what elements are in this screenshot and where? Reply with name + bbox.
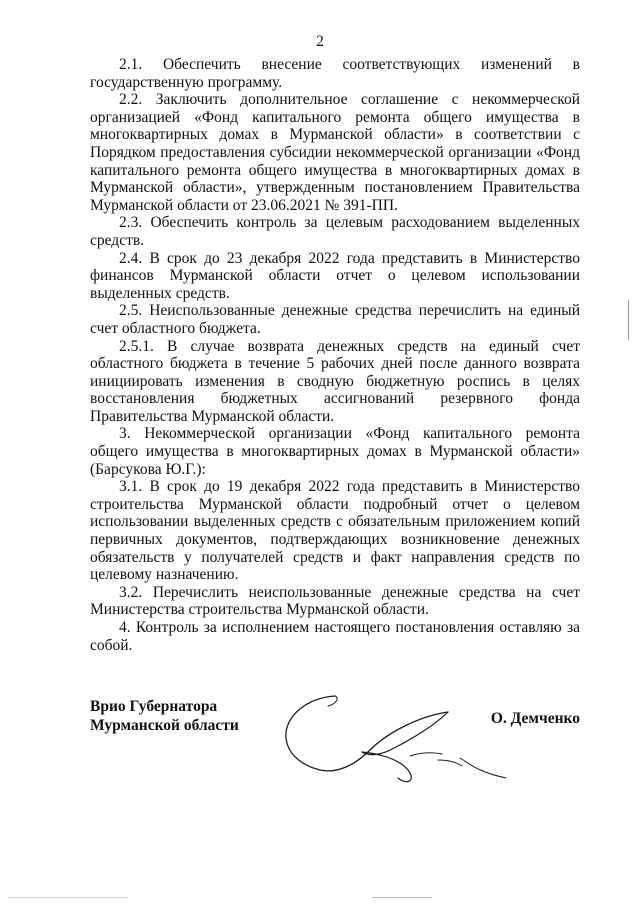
- paragraph-2-1: 2.1. Обеспечить внесение соответствующих изменений в государственную программу.: [90, 56, 580, 91]
- page-number: 2: [316, 33, 324, 50]
- signatory-name: О. Демченко: [490, 710, 580, 727]
- paragraph-2-5: 2.5. Неиспользованные денежные средства перечислить на единый счет областного бюджета.: [90, 302, 580, 337]
- paragraph-2-2: 2.2. Заключить дополнительное соглашение с некоммерческой организацией «Фонд капитального ремонта общего имущества в многоквартирных домах в Мурманской области» в соответствии с Порядком предоставления субсидии некоммерческой организации «Фонд капитального ремонта общего имущества в многоквартирных домах в Мурманской области», утвержденным постановлением Правительства Мурманской области от 23.06.2021 № 391-ПП.: [90, 91, 580, 214]
- signatory-position-line-2: Мурманской области: [90, 716, 239, 734]
- paragraph-3: 3. Некоммерческой организации «Фонд капитального ремонта общего имущества в многоквартирных домах в Мурманской области» (Барсукова Ю.Г.):: [90, 425, 580, 478]
- paragraph-4: 4. Контроль за исполнением настоящего постановления оставляю за собой.: [90, 619, 580, 654]
- paragraph-2-3: 2.3. Обеспечить контроль за целевым расходованием выделенных средств.: [90, 214, 580, 249]
- paragraph-3-2: 3.2. Перечислить неиспользованные денежные средства на счет Министерства строительства Мурманской области.: [90, 583, 580, 619]
- paragraph-3-1: 3.1. В срок до 19 декабря 2022 года представить в Министерство строительства Мурманской области подробный отчет о целевом использовании выделенных средств с обязательным приложением копий первичных документов, подтверждающих возникновение денежных обязательств у получателей средств и факт направления средств по целевому назначению.: [90, 478, 580, 584]
- scan-edge-mark-bottom-right: [372, 897, 432, 898]
- paragraph-2-4: 2.4. В срок до 23 декабря 2022 года представить в Министерство финансов Мурманской области отчет о целевом использовании выделенных средств.: [90, 249, 580, 302]
- signatory-position-line-1: Врио Губернатора: [90, 698, 218, 715]
- document-body: [90, 56, 580, 654]
- scan-edge-mark-right: [628, 300, 629, 340]
- handwritten-signature-icon: [270, 690, 510, 790]
- scan-edge-mark-bottom-left: [8, 897, 128, 898]
- paragraph-2-5-1: 2.5.1. В случае возврата денежных средств на единый счет областного бюджета в течение 5 рабочих дней после данного возврата инициировать изменения в сводную бюджетную роспись в целях восстановления бюджетных ассигнований резервного фонда Правительства Мурманской области.: [90, 337, 580, 425]
- signatory-position: [90, 698, 239, 735]
